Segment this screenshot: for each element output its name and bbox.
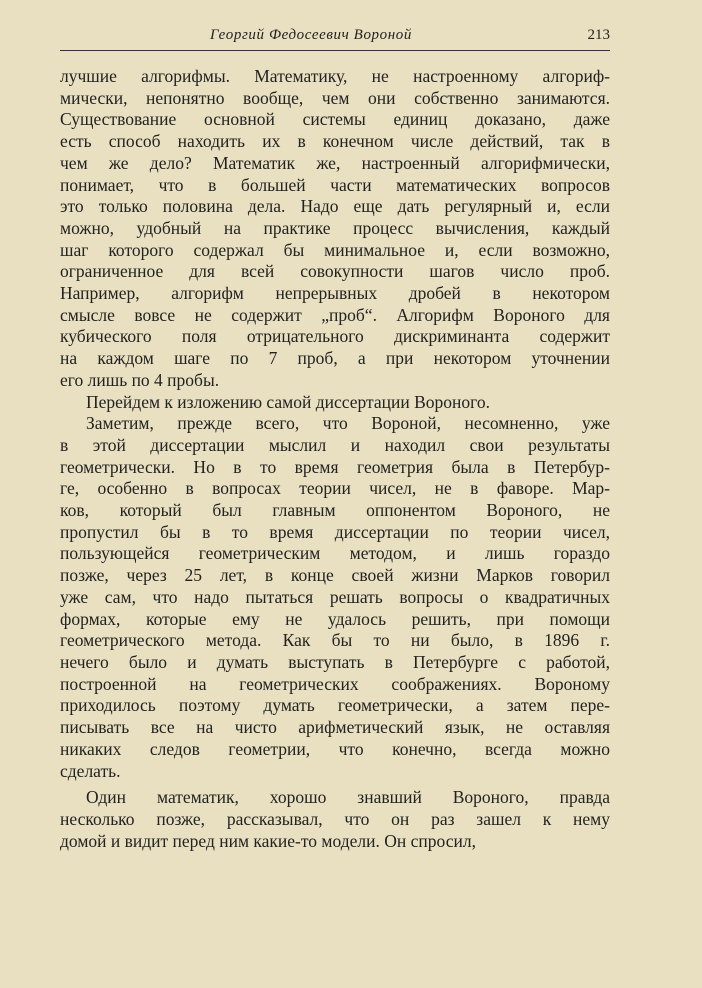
- text-line: Один математик, хорошо знавший Вороного, правда: [86, 787, 610, 808]
- running-title: Георгий Федосеевич Вороной: [210, 27, 412, 43]
- text-line: это только половина дела. Надо еще дать регулярный и, если: [60, 196, 610, 217]
- text-line: геометрически. Но в то время геометрия была в Петербур-: [60, 456, 610, 477]
- paragraph: [60, 392, 610, 414]
- text-line: пользующейся геометрическим методом, и лишь гораздо: [60, 543, 610, 564]
- text-line: позже, через 25 лет, в конце своей жизни Марков говорил: [60, 565, 610, 586]
- text-line: лучшие алгорифмы. Математику, не настроенному алгориф-: [60, 66, 610, 86]
- text-line: построенной на геометрических соображениях. Вороному: [60, 673, 610, 694]
- text-line: в этой диссертации мыслил и находил свои результаты: [60, 434, 610, 455]
- text-line: Существование основной системы единиц доказано, даже: [60, 109, 610, 130]
- text-line: мически, непонятно вообще, чем они собственно занимаются.: [60, 87, 610, 108]
- text-line: чем же дело? Математик же, настроенный алгорифмически,: [60, 152, 610, 173]
- text-line: ограниченное для всей совокупности шагов число проб.: [60, 261, 610, 282]
- text-line: Например, алгорифм непрерывных дробей в некотором: [60, 283, 610, 304]
- text-line: шаг которого содержал бы минимальное и, если возможно,: [60, 239, 610, 260]
- text-line: ге, особенно в вопросах теории чисел, не в фаворе. Мар-: [60, 478, 610, 499]
- text-line: его лишь по 4 пробы.: [60, 369, 220, 390]
- text-line: смысле вовсе не содержит „проб“. Алгорифм Вороного для: [60, 304, 610, 325]
- text-line: несколько позже, рассказывал, что он раз зашел к нему: [60, 808, 610, 829]
- text-line: Заметим, прежде всего, что Вороной, несомненно, уже: [86, 413, 610, 434]
- text-line: формах, которые ему не удалось решить, при помощи: [60, 608, 610, 629]
- text-line: кубического поля отрицательного дискриминанта содержит: [60, 326, 610, 347]
- body-text: [60, 66, 610, 852]
- text-line: Перейдем к изложению самой диссертации Вороного.: [86, 391, 491, 412]
- text-line: никаких следов геометрии, что конечно, всегда можно: [60, 738, 610, 759]
- text-line: пропустил бы в то время диссертации по теории чисел,: [60, 521, 610, 542]
- text-line: ков, который был главным оппонентом Вороного, не: [60, 500, 610, 521]
- text-line: понимает, что в большей части математических вопросов: [60, 174, 610, 195]
- text-line: есть способ находить их в конечном числе действий, так в: [60, 131, 610, 152]
- text-line: писывать все на чисто арифметический язык, не оставляя: [60, 717, 610, 738]
- page-number: 213: [587, 27, 610, 43]
- text-line: домой и видит перед ним какие-то модели. Он спросил,: [60, 830, 476, 851]
- text-line: геометрического метода. Как бы то ни было, в 1896 г.: [60, 630, 610, 651]
- text-line: можно, удобный на практике процесс вычисления, каждый: [60, 217, 610, 238]
- paragraph: [60, 66, 610, 392]
- text-line: на каждом шаге по 7 проб, а при некотором уточнении: [60, 348, 610, 369]
- text-line: нечего было и думать выступать в Петербурге с работой,: [60, 651, 610, 672]
- text-line: приходилось поэтому думать геометрически, а затем пере-: [60, 695, 610, 716]
- paragraph: [60, 413, 610, 782]
- paragraph: [60, 787, 610, 852]
- text-line: сделать.: [60, 760, 121, 781]
- text-line: уже сам, что надо пытаться решать вопросы о квадратичных: [60, 586, 610, 607]
- page-header: [60, 24, 610, 51]
